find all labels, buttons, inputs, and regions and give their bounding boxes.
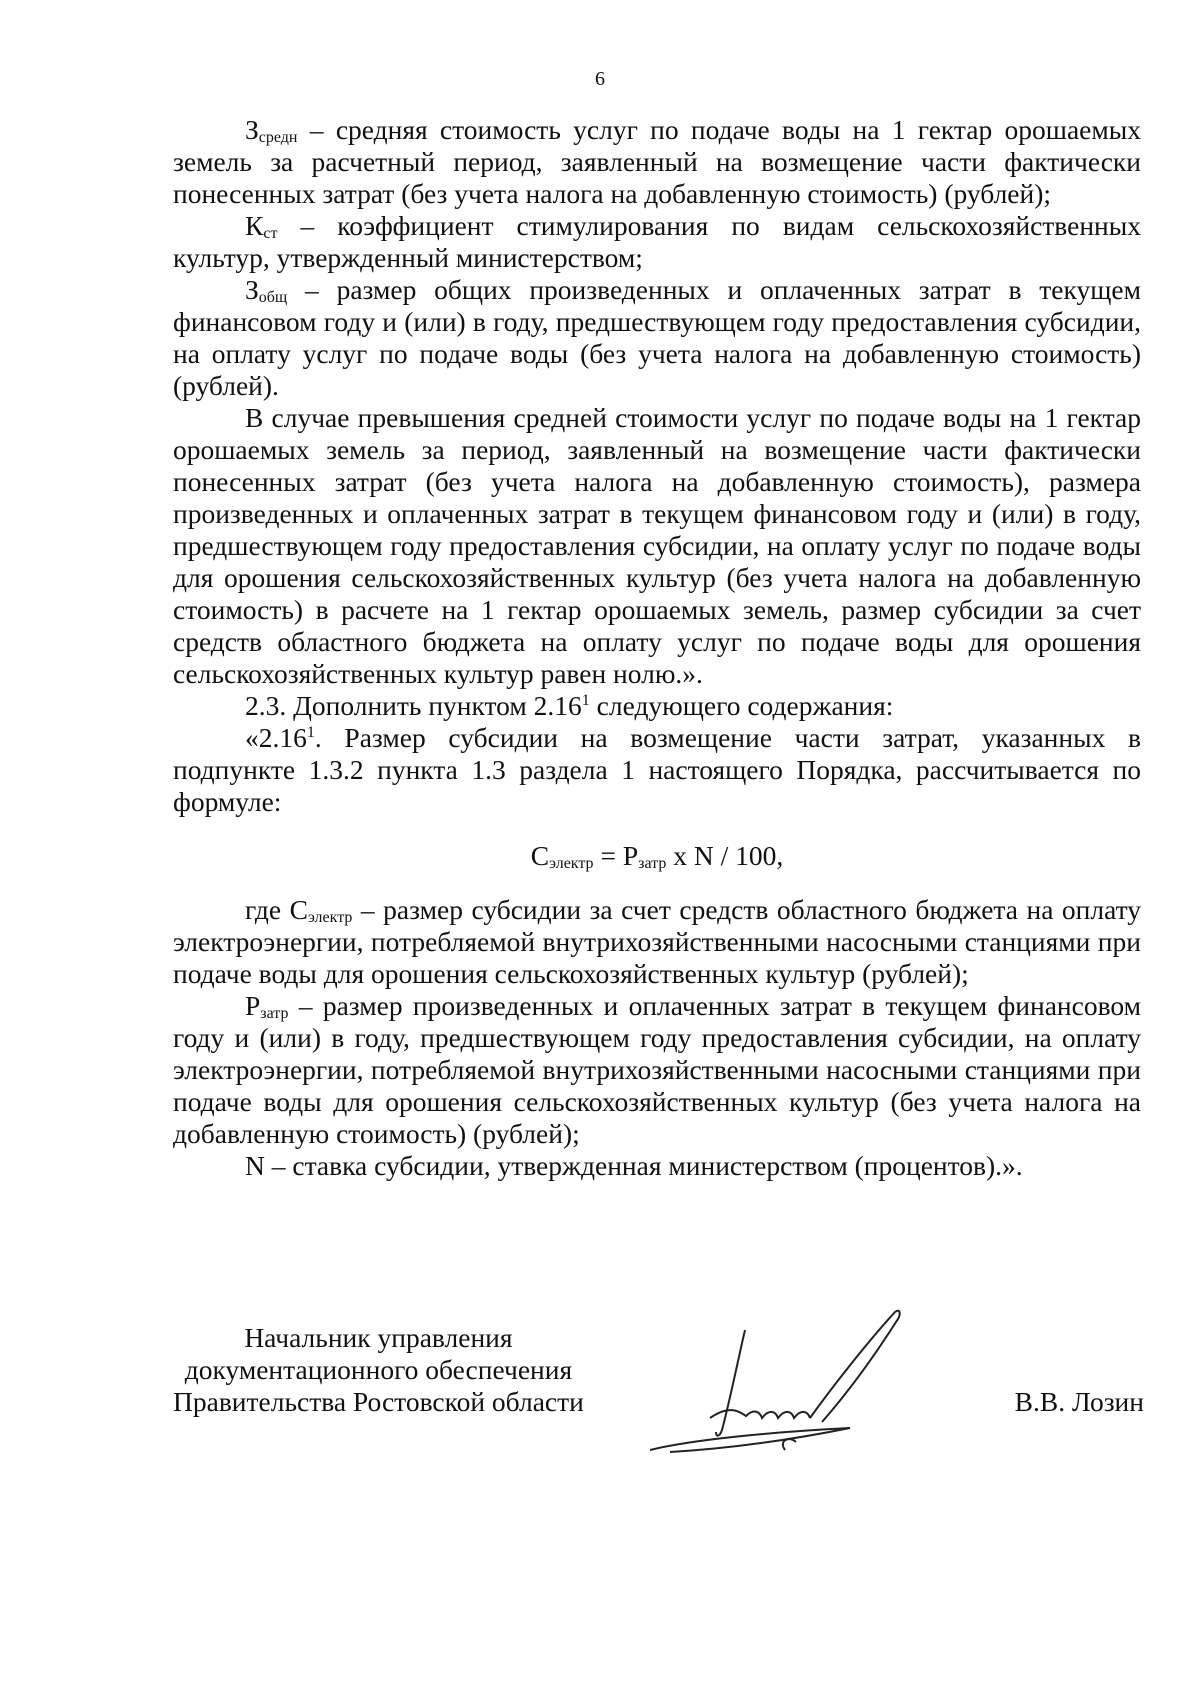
subscript: общ (258, 289, 288, 306)
formula-rest: x N / 100, (666, 840, 784, 871)
subscript: ст (263, 225, 278, 242)
paragraph-c-elektr (173, 894, 1141, 990)
formula-c-subscript: электр (549, 855, 594, 872)
paragraph-text: – размер субсидии за счет средств областного бюджета на оплату электроэнергии, потребляемой внутрихозяйственными насосными станциями при подаче воды для орошения сельскохозяйственных культур (рублей); (173, 894, 1141, 989)
symbol: К (245, 210, 264, 241)
paragraph-text: – размер произведенных и оплаченных затрат в текущем финансовом году и (или) в году, предшествующем году предоставления субсидии, на оплату электроэнергии, потребляемой внутрихозяйственными насосными станциями при подаче воды для орошения сельскохозяйственных культур (без учета налога на добавленную стоимость) (рублей); (173, 990, 1141, 1149)
paragraph-excess-case: В случае превышения средней стоимости услуг по подаче воды на 1 гектар орошаемых земель за период, заявленный на возмещение части фактически понесенных затрат (без учета налога на добавленную стоимость), размера произведенных и оплаченных затрат в текущем финансовом году и (или) в году, предшествующем году предоставления субсидии, на оплату услуг по подаче воды для орошения сельскохозяйственных культур (без учета налога на добавленную стоимость) в расчете на 1 гектар орошаемых земель, размер субсидии за счет средств областного бюджета на оплату услуг по подаче воды для орошения сельскохозяйственных культур равен нолю.». (173, 402, 1141, 689)
paragraph-r-zatr (173, 990, 1141, 1150)
paragraph-text: . Размер субсидии на возмещение части затрат, указанных в подпункте 1.3.2 пункта 1.3 раздела 1 настоящего Порядка, рассчитывается по формуле: (173, 722, 1141, 817)
paragraph-prefix: где (245, 894, 290, 925)
formula-c: С (530, 840, 550, 871)
paragraph-n-rate: N – ставка субсидии, утвержденная министерством (процентов).». (245, 1150, 1023, 1181)
paragraph-2-3 (173, 690, 1141, 722)
symbol: Р (245, 990, 261, 1021)
paragraph-2-16-1 (173, 722, 1141, 818)
formula-equals: = (593, 840, 623, 871)
signer-name: В.В. Лозин (1014, 1386, 1144, 1417)
paragraph-text: 2.3. Дополнить пунктом 2.16 (245, 690, 582, 721)
subscript: средн (258, 129, 298, 146)
signatory-title-line: документационного обеспечения (184, 1354, 573, 1385)
symbol: З (245, 114, 259, 145)
superscript: 1 (306, 724, 315, 741)
signatory-title-line: Правительства Ростовской области (173, 1386, 584, 1417)
paragraph-k-st (173, 210, 1141, 274)
paragraph-text: «2.16 (245, 722, 307, 753)
paragraph-z-sredn (173, 114, 1141, 210)
paragraph-z-obsch (173, 274, 1141, 402)
signatory-title-line: Начальник управления (244, 1322, 513, 1353)
subscript: электр (307, 909, 353, 926)
document-body (173, 114, 1141, 1182)
subscript: затр (260, 1005, 289, 1022)
page-number: 6 (595, 68, 605, 90)
superscript: 1 (581, 692, 590, 709)
paragraph-text: – размер общих произведенных и оплаченных затрат в текущем финансовом году и (или) в году, предшествующем году предоставления субсидии, на оплату услуг по подаче воды (без учета налога на добавленную стоимость) (рублей). (173, 274, 1141, 401)
paragraph-text: следующего содержания: (589, 690, 894, 721)
signatory-title (173, 1322, 584, 1418)
paragraph-text: – средняя стоимость услуг по подаче воды на 1 гектар орошаемых земель за расчетный период, заявленный на возмещение части фактически понесенных затрат (без учета налога на добавленную стоимость) (рублей); (173, 114, 1141, 209)
symbol: З (245, 274, 259, 305)
formula-p-subscript: затр (638, 855, 667, 872)
paragraph-text: – коэффициент стимулирования по видам сельскохозяйственных культур, утвержденный министерством; (173, 210, 1141, 273)
handwritten-signature (650, 1300, 980, 1460)
symbol: С (289, 894, 308, 925)
formula (173, 840, 1141, 872)
formula-p: Р (622, 840, 639, 871)
